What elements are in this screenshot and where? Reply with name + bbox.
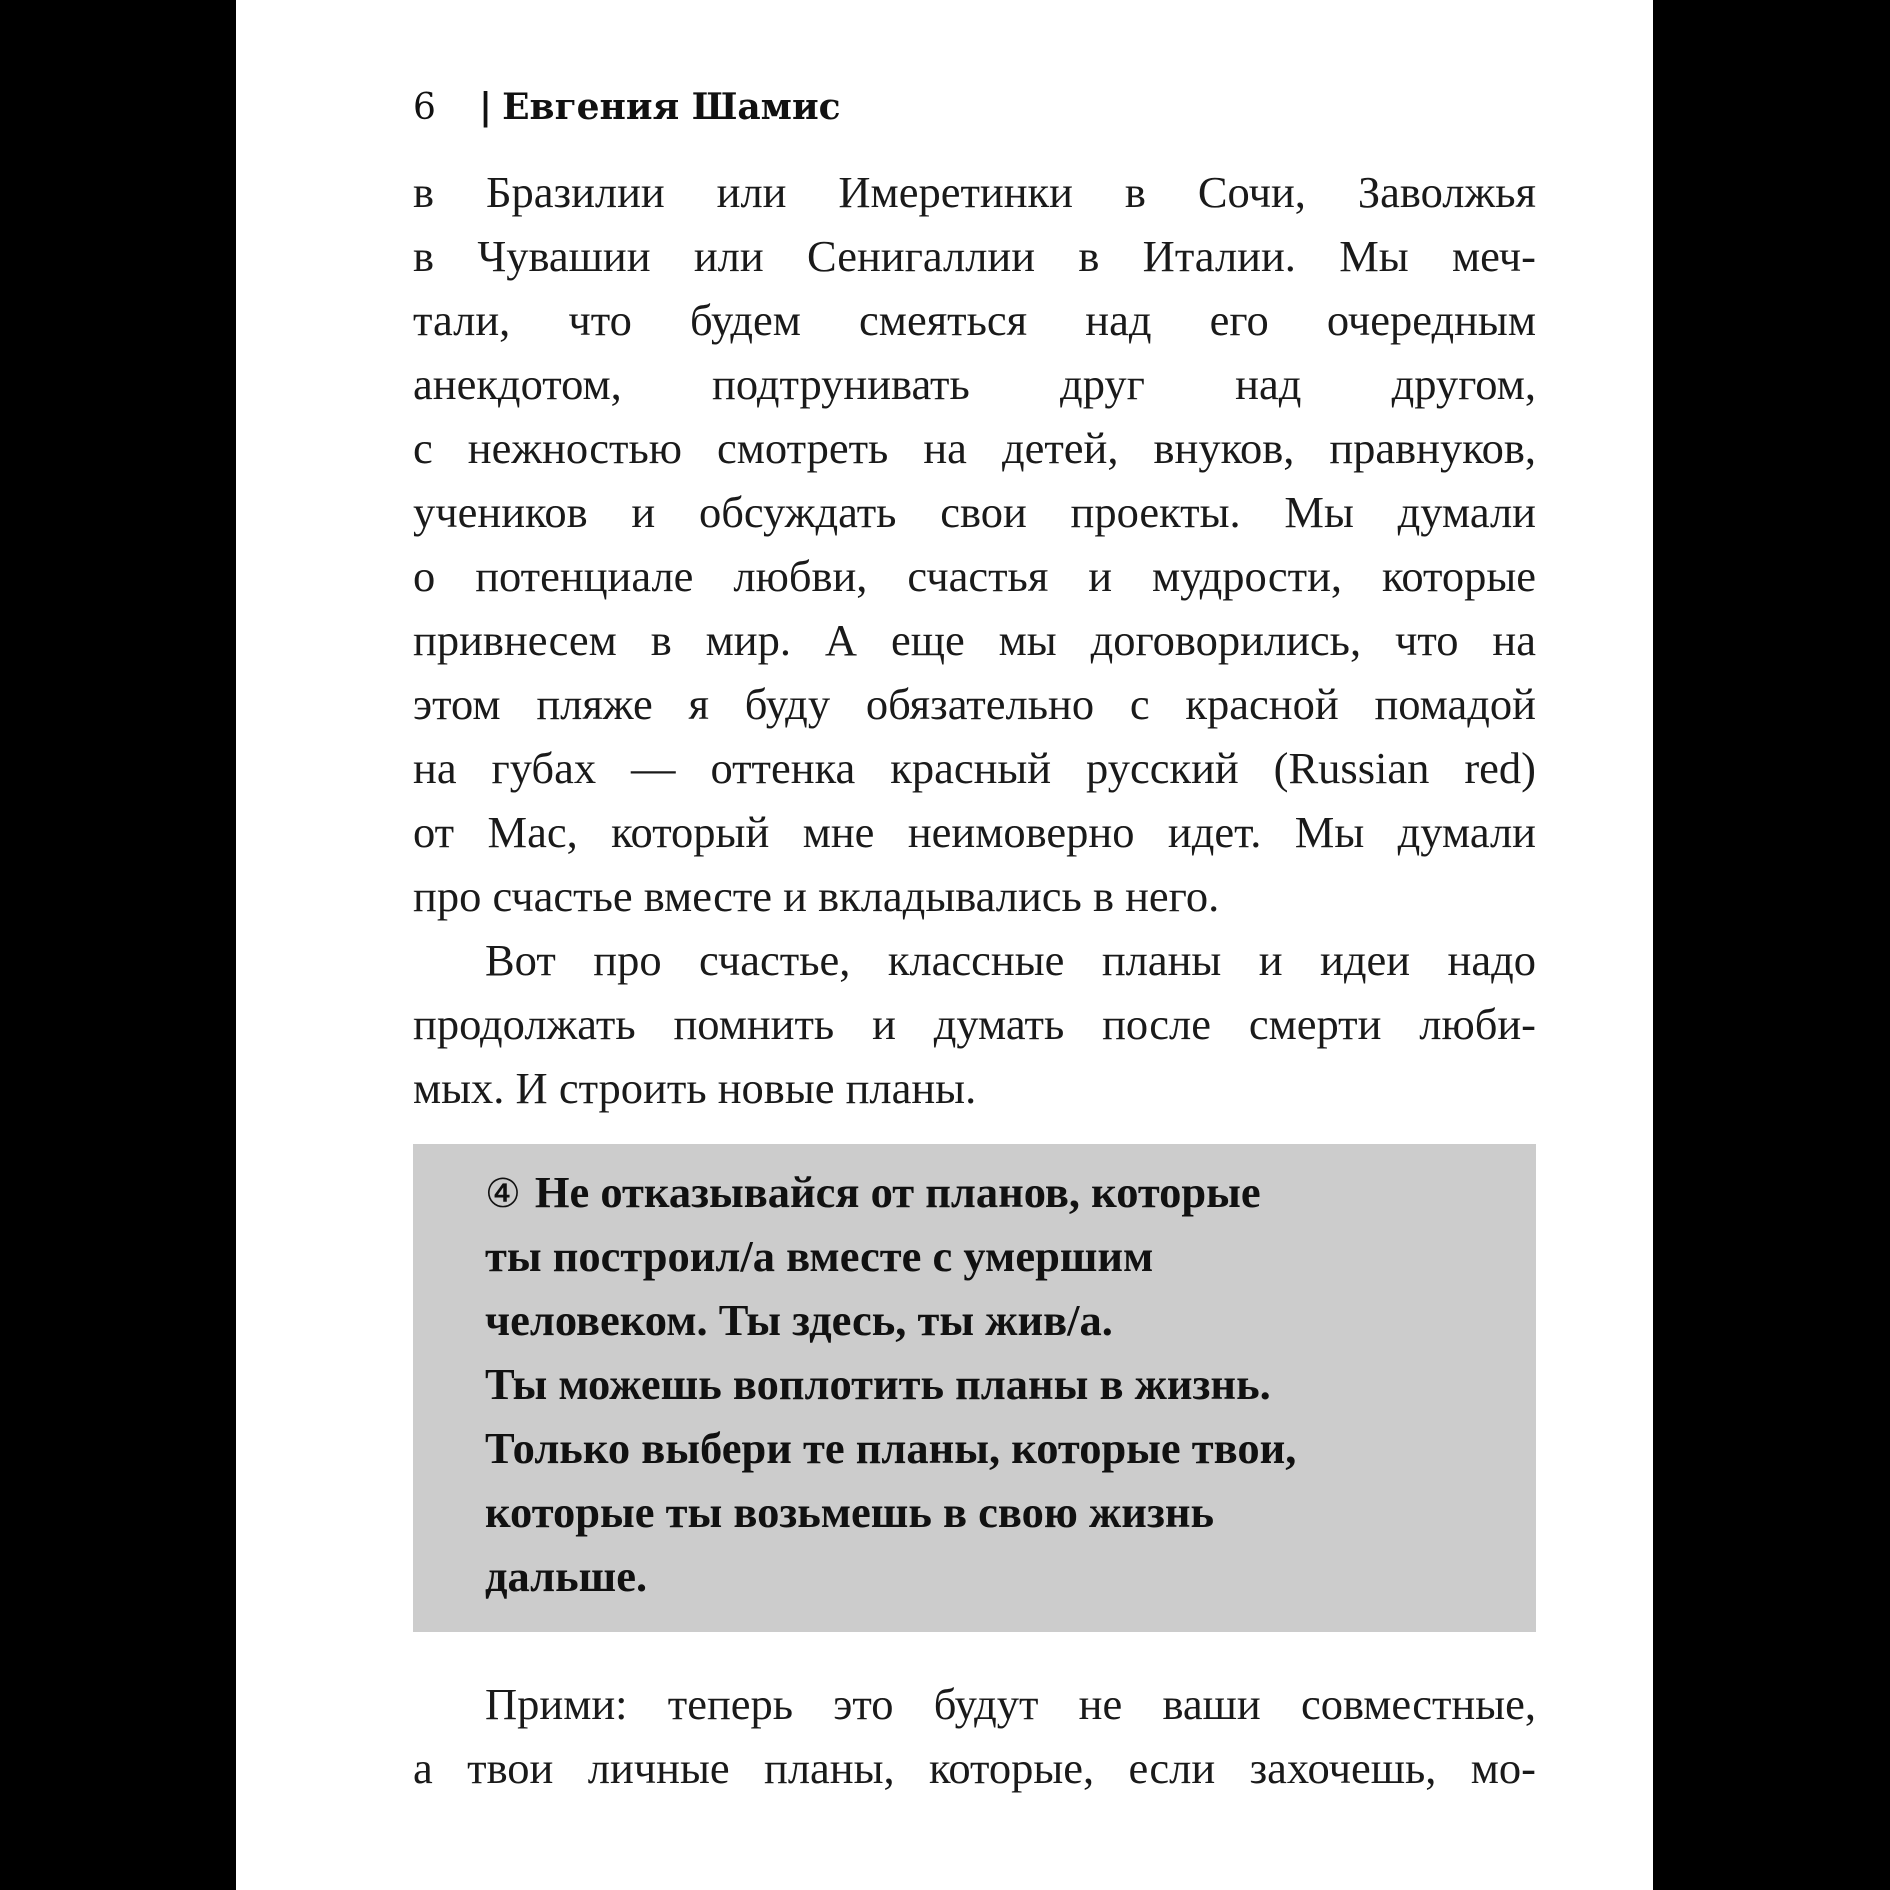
text-line: учеников и обсуждать свои проекты. Мы думали bbox=[413, 487, 1536, 537]
author-name: Евгения Шамис bbox=[502, 86, 841, 128]
header-separator: | bbox=[479, 86, 493, 128]
callout-line: дальше. bbox=[485, 1551, 648, 1601]
text-line: в Чувашии или Сенигаллии в Италии. Мы меч- bbox=[413, 231, 1536, 281]
text-line: а твои личные планы, которые, если захочешь, мо- bbox=[413, 1743, 1536, 1793]
book-page bbox=[236, 0, 1653, 1890]
text-line: продолжать помнить и думать после смерти люби- bbox=[413, 999, 1536, 1049]
text-line: привнесем в мир. А еще мы договорились, что на bbox=[413, 615, 1536, 665]
callout-box bbox=[413, 1144, 1536, 1632]
text-line: о потенциале любви, счастья и мудрости, которые bbox=[413, 551, 1536, 601]
text-line: с нежностью смотреть на детей, внуков, правнуков, bbox=[413, 423, 1536, 473]
text-line: от Мас, который мне неимоверно идет. Мы думали bbox=[413, 807, 1536, 857]
callout-line: ты построил/а вместе с умершим bbox=[485, 1231, 1154, 1281]
text-line: на губах — оттенка красный русский (Russian red) bbox=[413, 743, 1536, 793]
callout-line: Только выбери те планы, которые твои, bbox=[485, 1423, 1297, 1473]
text-line: Прими: теперь это будут не ваши совместные, bbox=[485, 1679, 1536, 1729]
callout-line bbox=[485, 1160, 1505, 1224]
text-line: этом пляже я буду обязательно с красной помадой bbox=[413, 679, 1536, 729]
text-line: Вот про счастье, классные планы и идеи надо bbox=[485, 935, 1536, 985]
callout-line: которые ты возьмешь в свою жизнь bbox=[485, 1487, 1214, 1537]
text-line: мых. И строить новые планы. bbox=[413, 1063, 977, 1113]
callout-line-text: Не отказывайся от планов, которые bbox=[534, 1167, 1261, 1217]
page-number: 6 bbox=[413, 87, 436, 128]
text-line: анекдотом, подтрунивать друг над другом, bbox=[413, 359, 1536, 409]
running-header bbox=[413, 82, 841, 132]
text-line: тали, что будем смеяться над его очередным bbox=[413, 295, 1536, 345]
callout-line: Ты можешь воплотить планы в жизнь. bbox=[485, 1359, 1271, 1409]
circled-number-icon: ④ bbox=[485, 1171, 521, 1217]
callout-line: человеком. Ты здесь, ты жив/а. bbox=[485, 1295, 1113, 1345]
text-line: про счастье вместе и вкладывались в него. bbox=[413, 871, 1220, 921]
text-line: в Бразилии или Имеретинки в Сочи, Заволжья bbox=[413, 167, 1536, 217]
